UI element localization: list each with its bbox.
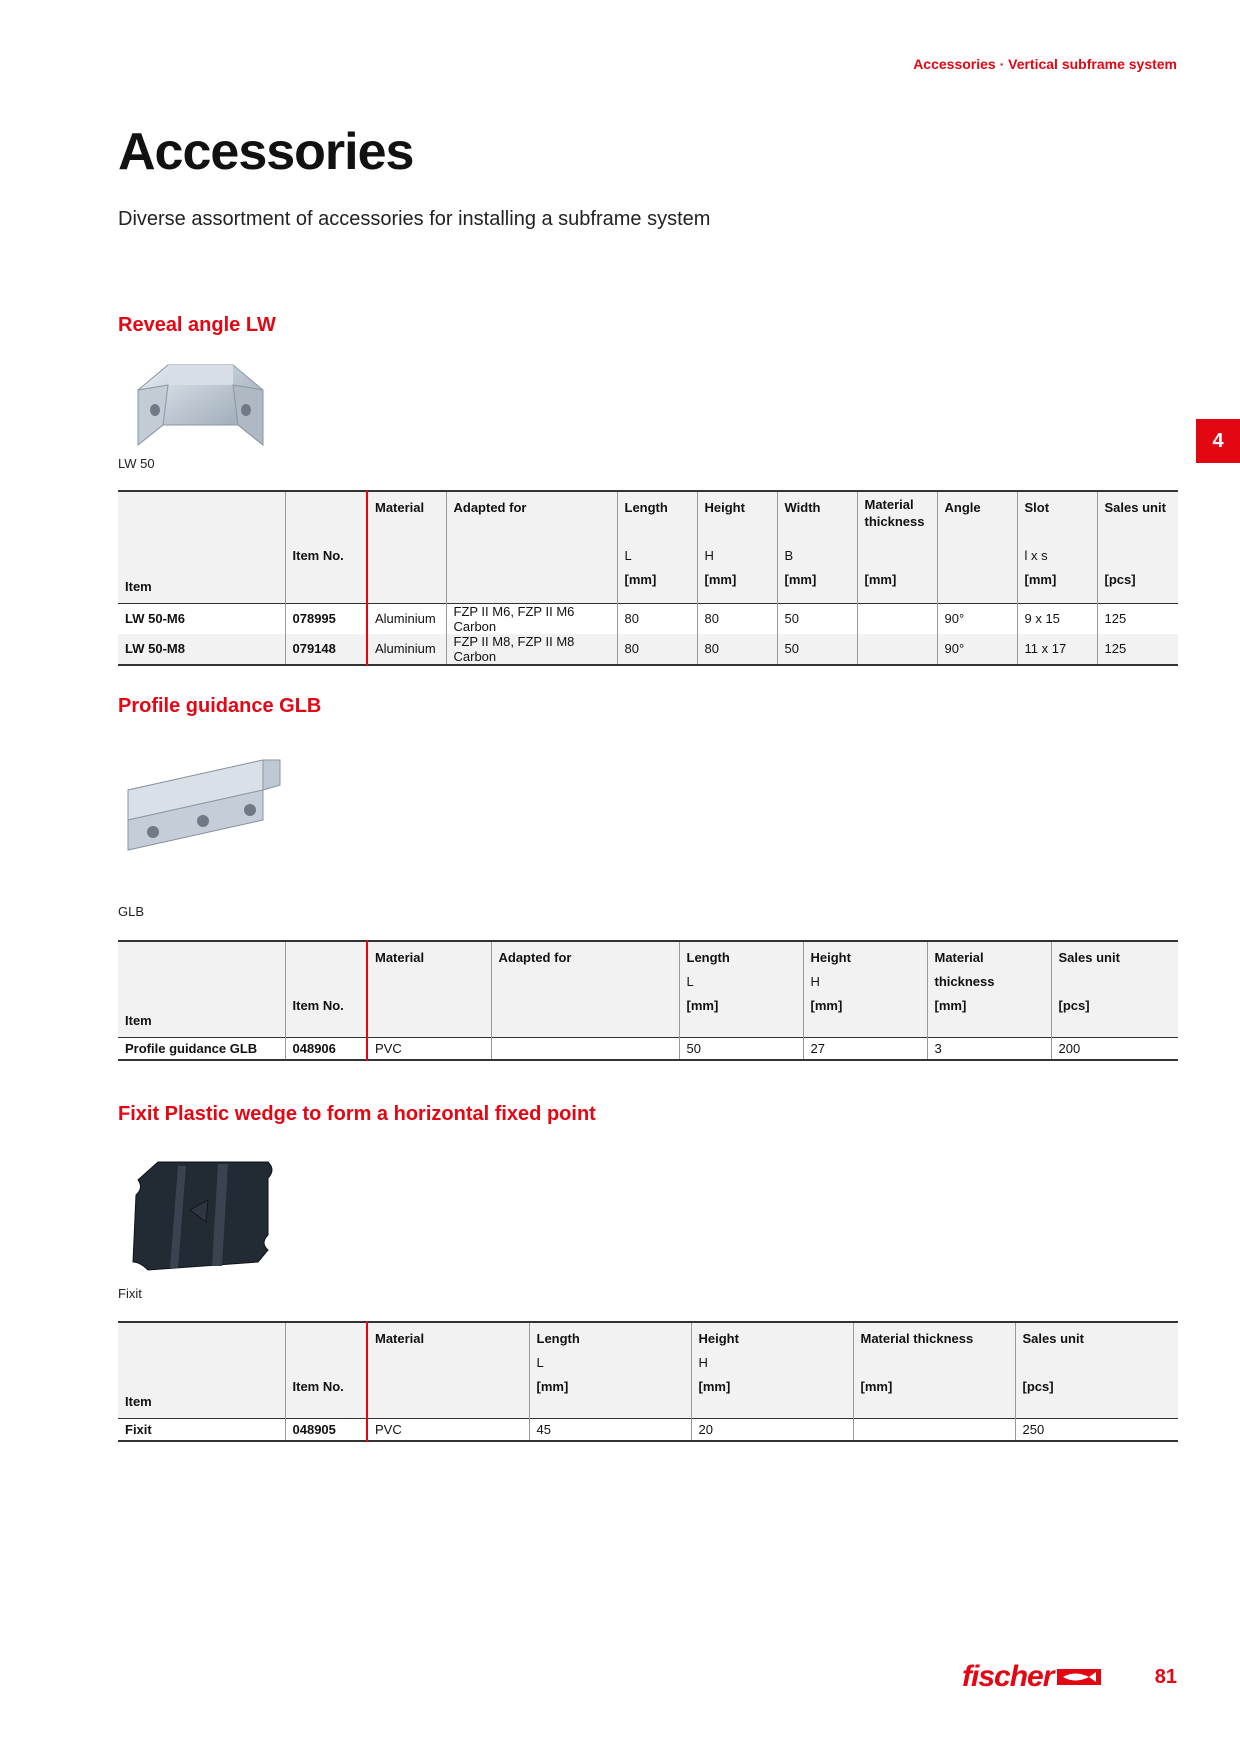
col-header-material-thickness-unit: [mm] xyxy=(860,1379,893,1394)
col-header-material-thickness: Material thickness xyxy=(934,950,995,989)
cell-angle: 90° xyxy=(937,634,1017,665)
col-header-length-unit: [mm] xyxy=(624,572,657,587)
col-header-angle: Angle xyxy=(944,500,981,515)
cell-sales-unit: 250 xyxy=(1015,1418,1178,1441)
col-header-height: Height xyxy=(704,500,745,515)
brand-wordmark: fischer xyxy=(962,1660,1054,1693)
cell-length: 80 xyxy=(617,634,697,665)
cell-height: 20 xyxy=(691,1418,853,1441)
col-header-height-unit: [mm] xyxy=(698,1379,731,1394)
cell-material-thickness xyxy=(853,1418,1015,1441)
section-title-reveal-angle: Reveal angle LW xyxy=(118,314,276,336)
cell-height: 80 xyxy=(697,634,777,665)
col-header-material-thickness-unit: [mm] xyxy=(934,998,967,1013)
col-header-length: Length xyxy=(536,1331,580,1346)
col-header-material-thickness-unit: [mm] xyxy=(864,572,897,587)
cell-adapted-for: FZP II M8, FZP II M8 Carbon xyxy=(446,634,617,665)
col-header-item-no: Item No. xyxy=(292,998,344,1013)
page-title: Accessories xyxy=(118,123,414,181)
cell-width: 50 xyxy=(777,603,857,634)
col-header-height: Height xyxy=(810,950,851,965)
section-title-fixit: Fixit Plastic wedge to form a horizontal fixed point xyxy=(118,1103,596,1125)
cell-slot: 9 x 15 xyxy=(1017,603,1097,634)
reveal-angle-image xyxy=(118,360,283,455)
cell-material: PVC xyxy=(367,1418,529,1441)
col-header-slot-symbol: l x s xyxy=(1024,548,1048,563)
section-title-profile-guidance: Profile guidance GLB xyxy=(118,695,322,717)
fish-logo-icon xyxy=(1057,1667,1101,1687)
col-header-height-unit: [mm] xyxy=(704,572,737,587)
cell-item: Profile guidance GLB xyxy=(125,1040,258,1056)
image-caption: GLB xyxy=(118,904,145,919)
cell-length: 45 xyxy=(529,1418,691,1441)
col-header-length-symbol: L xyxy=(536,1355,544,1370)
col-header-item: Item xyxy=(125,1012,152,1028)
cell-material-thickness xyxy=(857,603,937,634)
cell-sales-unit: 125 xyxy=(1097,634,1178,665)
cell-sales-unit: 125 xyxy=(1097,603,1178,634)
image-caption: LW 50 xyxy=(118,456,155,471)
col-header-material-thickness: Material thickness xyxy=(860,1331,974,1346)
col-header-width: Width xyxy=(784,500,821,515)
table-row xyxy=(118,634,1178,665)
page-number: 81 xyxy=(1154,1666,1177,1688)
cell-material-thickness xyxy=(857,634,937,665)
image-caption: Fixit xyxy=(118,1286,142,1301)
col-header-height-symbol: H xyxy=(704,548,714,563)
cell-item: LW 50-M8 xyxy=(125,641,185,656)
cell-item-no: 048906 xyxy=(285,1037,367,1060)
profile-guidance-image xyxy=(118,750,283,895)
col-header-sales-unit: Sales unit xyxy=(1022,1331,1084,1346)
col-header-height-symbol: H xyxy=(810,974,820,989)
col-header-slot-unit: [mm] xyxy=(1024,572,1057,587)
col-header-height-unit: [mm] xyxy=(810,998,843,1013)
col-header-height: Height xyxy=(698,1331,739,1346)
table-row xyxy=(118,603,1178,634)
col-header-item: Item xyxy=(125,1393,152,1409)
cell-item: Fixit xyxy=(125,1421,152,1437)
col-header-length-unit: [mm] xyxy=(536,1379,569,1394)
col-header-material: Material xyxy=(375,1331,425,1346)
fixit-image xyxy=(118,1150,283,1285)
col-header-slot: Slot xyxy=(1024,500,1050,515)
col-header-length-symbol: L xyxy=(686,974,694,989)
col-header-length: Length xyxy=(686,950,730,965)
cell-material: PVC xyxy=(367,1037,491,1060)
cell-angle: 90° xyxy=(937,603,1017,634)
table-row xyxy=(118,1418,1178,1441)
cell-material-thickness: 3 xyxy=(927,1037,1051,1060)
cell-length: 80 xyxy=(617,603,697,634)
chapter-tab[interactable]: 4 xyxy=(1196,419,1240,463)
col-header-width-symbol: B xyxy=(784,548,794,563)
col-header-adapted-for: Adapted for xyxy=(498,950,572,965)
cell-item-no: 048905 xyxy=(285,1418,367,1441)
fischer-logo xyxy=(962,1660,1101,1694)
cell-material: Aluminium xyxy=(367,634,446,665)
cell-width: 50 xyxy=(777,634,857,665)
cell-adapted-for xyxy=(491,1037,679,1060)
cell-item-no: 079148 xyxy=(285,634,367,665)
cell-height: 80 xyxy=(697,603,777,634)
cell-slot: 11 x 17 xyxy=(1017,634,1097,665)
col-header-length: Length xyxy=(624,500,668,515)
col-header-width-unit: [mm] xyxy=(784,572,817,587)
spec-table-reveal-angle xyxy=(118,490,1178,666)
col-header-item-no: Item No. xyxy=(292,548,344,563)
cell-sales-unit: 200 xyxy=(1051,1037,1178,1060)
col-header-item-no: Item No. xyxy=(292,1379,344,1394)
col-header-material: Material xyxy=(375,500,425,515)
cell-adapted-for: FZP II M6, FZP II M6 Carbon xyxy=(446,603,617,634)
table-row xyxy=(118,1037,1178,1060)
col-header-material: Material xyxy=(375,950,425,965)
spec-table-profile-guidance xyxy=(118,940,1178,1061)
col-header-length-symbol: L xyxy=(624,548,632,563)
col-header-item: Item xyxy=(125,578,152,594)
cell-material: Aluminium xyxy=(367,603,446,634)
col-header-sales-unit-unit: [pcs] xyxy=(1058,998,1090,1013)
col-header-sales-unit-unit: [pcs] xyxy=(1104,572,1136,587)
col-header-adapted-for: Adapted for xyxy=(453,500,527,515)
cell-item-no: 078995 xyxy=(285,603,367,634)
col-header-sales-unit-unit: [pcs] xyxy=(1022,1379,1054,1394)
col-header-height-symbol: H xyxy=(698,1355,708,1370)
col-header-length-unit: [mm] xyxy=(686,998,719,1013)
cell-item: LW 50-M6 xyxy=(125,611,185,626)
page-subtitle: Diverse assortment of accessories for installing a subframe system xyxy=(118,208,711,230)
col-header-material-thickness: Material thickness xyxy=(864,497,925,529)
breadcrumb[interactable]: Accessories · Vertical subframe system xyxy=(913,56,1177,72)
col-header-sales-unit: Sales unit xyxy=(1058,950,1120,965)
cell-height: 27 xyxy=(803,1037,927,1060)
col-header-sales-unit: Sales unit xyxy=(1104,500,1166,515)
spec-table-fixit xyxy=(118,1321,1178,1442)
cell-length: 50 xyxy=(679,1037,803,1060)
